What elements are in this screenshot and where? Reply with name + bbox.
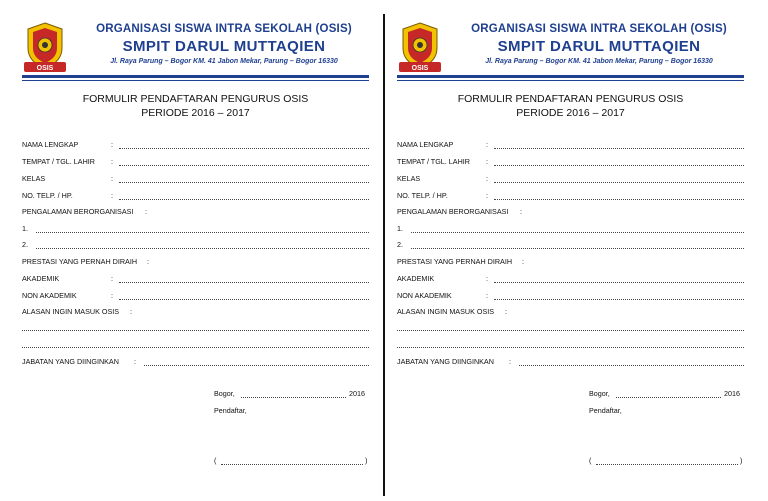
field-jabatan[interactable]	[397, 357, 744, 367]
field-colon: :	[509, 357, 511, 366]
fill-line[interactable]	[397, 347, 744, 348]
field-colon: :	[111, 291, 113, 300]
field-colon: :	[111, 174, 113, 183]
field-label: 1.	[22, 224, 28, 233]
fill-line[interactable]	[22, 347, 369, 348]
field-non-akademik[interactable]	[22, 291, 369, 301]
field-alasan-line-1[interactable]	[397, 322, 744, 332]
fill-line[interactable]	[411, 232, 744, 233]
field-colon: :	[111, 191, 113, 200]
fill-line[interactable]	[119, 282, 369, 283]
signature-role: Pendaftar,	[589, 406, 622, 415]
field-label: NON AKADEMIK	[397, 291, 452, 300]
field-pengalaman-1[interactable]	[397, 224, 744, 234]
form-period: PERIODE 2016 – 2017	[516, 107, 625, 119]
field-colon: :	[145, 207, 147, 216]
signature-place: Bogor,	[214, 389, 235, 398]
field-prestasi	[22, 257, 369, 267]
fill-line[interactable]	[494, 199, 744, 200]
field-colon: :	[486, 191, 488, 200]
field-label: TEMPAT / TGL. LAHIR	[22, 157, 95, 166]
field-label: KELAS	[22, 174, 46, 183]
field-colon: :	[505, 307, 507, 316]
field-label: 1.	[397, 224, 403, 233]
school-address: Jl. Raya Parung – Bogor KM. 41 Jabon Mekar, Parung – Bogor 16330	[485, 58, 713, 65]
field-label: NO. TELP. / HP.	[22, 191, 73, 200]
header-rule-thin	[397, 80, 744, 81]
field-label: 2.	[397, 240, 403, 249]
field-nama-lengkap[interactable]	[397, 140, 744, 150]
header-rule-thick	[397, 75, 744, 78]
form-title: FORMULIR PENDAFTARAN PENGURUS OSIS	[82, 93, 309, 105]
osis-logo-icon	[397, 20, 443, 74]
fill-line[interactable]	[494, 282, 744, 283]
field-prestasi	[397, 257, 744, 267]
field-alasan-line-2[interactable]	[22, 339, 369, 349]
field-colon: :	[486, 291, 488, 300]
signature-year: 2016	[349, 389, 365, 398]
fill-line[interactable]	[119, 148, 369, 149]
field-tempat-tgl-lahir[interactable]	[22, 157, 369, 167]
signature-paren-close: )	[365, 456, 368, 465]
field-alasan-line-2[interactable]	[397, 339, 744, 349]
field-label: TEMPAT / TGL. LAHIR	[397, 157, 470, 166]
field-colon: :	[486, 274, 488, 283]
field-pengalaman-2[interactable]	[22, 240, 369, 250]
signature-place: Bogor,	[589, 389, 610, 398]
header-rule-thick	[22, 75, 369, 78]
signature-year: 2016	[724, 389, 740, 398]
form-title: FORMULIR PENDAFTARAN PENGURUS OSIS	[457, 93, 684, 105]
signature-paren-open: (	[589, 456, 592, 465]
field-colon: :	[486, 174, 488, 183]
fill-line[interactable]	[411, 248, 744, 249]
school-address: Jl. Raya Parung – Bogor KM. 41 Jabon Mekar, Parung – Bogor 16330	[110, 58, 338, 65]
fill-line[interactable]	[119, 199, 369, 200]
fill-line[interactable]	[494, 148, 744, 149]
fill-line[interactable]	[119, 182, 369, 183]
field-colon: :	[130, 307, 132, 316]
field-colon: :	[147, 257, 149, 266]
page-divider	[383, 14, 385, 496]
fill-line[interactable]	[397, 330, 744, 331]
field-label: NAMA LENGKAP	[397, 140, 454, 149]
field-colon: :	[111, 157, 113, 166]
field-label: ALASAN INGIN MASUK OSIS	[22, 307, 120, 316]
signature-date-line[interactable]	[241, 397, 346, 398]
fill-line[interactable]	[494, 182, 744, 183]
signature-date-line[interactable]	[616, 397, 721, 398]
field-label: AKADEMIK	[22, 274, 60, 283]
field-alasan	[22, 307, 369, 317]
field-label: PRESTASI YANG PERNAH DIRAIH	[397, 257, 513, 266]
field-label: AKADEMIK	[397, 274, 435, 283]
field-label: NO. TELP. / HP.	[397, 191, 448, 200]
organization-name: ORGANISASI SISWA INTRA SEKOLAH (OSIS)	[96, 23, 352, 35]
school-name: SMPIT DARUL MUTTAQIEN	[122, 38, 326, 55]
field-jabatan[interactable]	[22, 357, 369, 367]
field-colon: :	[486, 157, 488, 166]
header-rule-thin	[22, 80, 369, 81]
logo-text: OSIS	[36, 65, 54, 72]
field-label: 2.	[22, 240, 28, 249]
field-akademik[interactable]	[397, 274, 744, 284]
registration-form-left	[22, 0, 372, 501]
field-label: NON AKADEMIK	[22, 291, 77, 300]
school-name: SMPIT DARUL MUTTAQIEN	[497, 38, 701, 55]
field-alasan-line-1[interactable]	[22, 322, 369, 332]
field-label: NAMA LENGKAP	[22, 140, 79, 149]
field-label: PENGALAMAN BERORGANISASI	[397, 207, 509, 216]
organization-name: ORGANISASI SISWA INTRA SEKOLAH (OSIS)	[471, 23, 727, 35]
field-pengalaman	[22, 207, 369, 217]
signature-name-line[interactable]	[596, 464, 738, 465]
field-pengalaman-2[interactable]	[397, 240, 744, 250]
field-pengalaman-1[interactable]	[22, 224, 369, 234]
fill-line[interactable]	[22, 330, 369, 331]
field-non-akademik[interactable]	[397, 291, 744, 301]
field-colon: :	[111, 140, 113, 149]
registration-form-right	[397, 0, 747, 501]
field-label: KELAS	[397, 174, 421, 183]
field-colon: :	[520, 207, 522, 216]
osis-logo-icon	[22, 20, 68, 74]
field-label: PENGALAMAN BERORGANISASI	[22, 207, 134, 216]
field-nama-lengkap[interactable]	[22, 140, 369, 150]
fill-line[interactable]	[494, 165, 744, 166]
field-label: PRESTASI YANG PERNAH DIRAIH	[22, 257, 138, 266]
field-no-telp[interactable]	[397, 191, 744, 201]
field-colon: :	[134, 357, 136, 366]
field-colon: :	[111, 274, 113, 283]
field-label: JABATAN YANG DIINGINKAN	[397, 357, 494, 366]
form-period: PERIODE 2016 – 2017	[141, 107, 250, 119]
logo-text: OSIS	[411, 65, 429, 72]
field-label: ALASAN INGIN MASUK OSIS	[397, 307, 495, 316]
field-label: JABATAN YANG DIINGINKAN	[22, 357, 119, 366]
signature-role: Pendaftar,	[214, 406, 247, 415]
signature-paren-open: (	[214, 456, 217, 465]
fill-line[interactable]	[36, 232, 369, 233]
field-colon: :	[522, 257, 524, 266]
field-pengalaman	[397, 207, 744, 217]
field-kelas[interactable]	[22, 174, 369, 184]
fill-line[interactable]	[519, 365, 744, 366]
fill-line[interactable]	[119, 165, 369, 166]
field-alasan	[397, 307, 744, 317]
fill-line[interactable]	[494, 299, 744, 300]
field-colon: :	[486, 140, 488, 149]
field-akademik[interactable]	[22, 274, 369, 284]
fill-line[interactable]	[119, 299, 369, 300]
field-no-telp[interactable]	[22, 191, 369, 201]
fill-line[interactable]	[36, 248, 369, 249]
signature-paren-close: )	[740, 456, 743, 465]
field-kelas[interactable]	[397, 174, 744, 184]
fill-line[interactable]	[144, 365, 369, 366]
field-tempat-tgl-lahir[interactable]	[397, 157, 744, 167]
signature-name-line[interactable]	[221, 464, 363, 465]
